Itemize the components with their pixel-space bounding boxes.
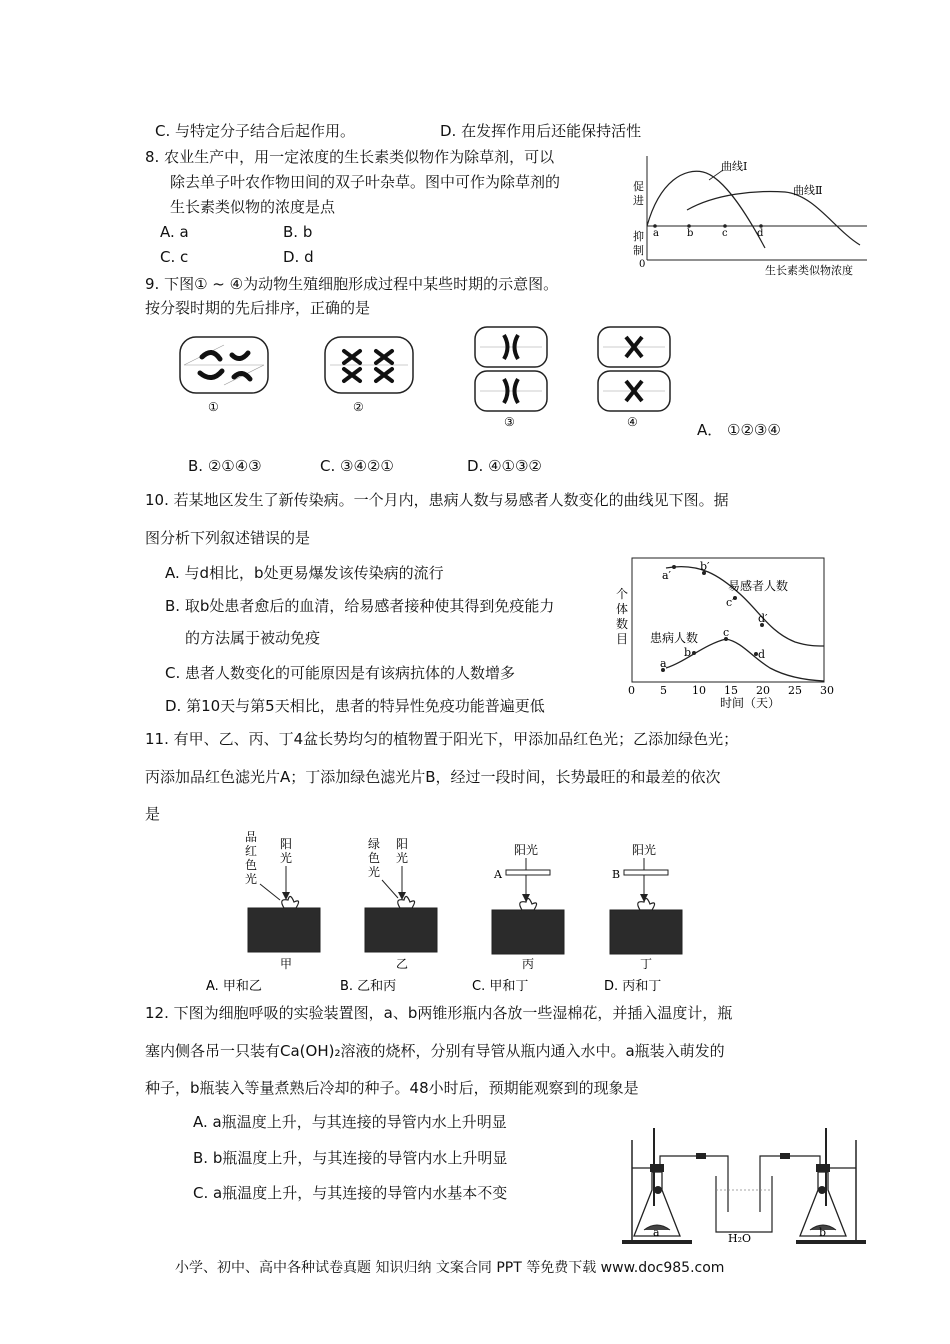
q10-ylabel-1: 个 — [616, 587, 629, 601]
q12-stem-line2: 塞内侧各吊一只装有Ca(OH)₂溶液的烧杯，分别有导管从瓶内通入水中。a瓶装入萌发的 — [145, 1042, 725, 1060]
q12-apparatus-figure — [620, 1120, 870, 1250]
q10-x-tick-label: 0 — [628, 684, 635, 697]
q12-option-a: A. a瓶温度上升，与其连接的导管内水上升明显 — [193, 1113, 507, 1131]
q12-option-b: B. b瓶温度上升，与其连接的导管内水上升明显 — [193, 1149, 508, 1167]
q11-stem-line1: 11. 有甲、乙、丙、丁4盆长势均匀的植物置于阳光下，甲添加品红色光；乙添加绿色光； — [145, 730, 739, 748]
q8-ylabel-3: 抑 — [633, 230, 644, 243]
q8-auxin-chart — [625, 150, 875, 282]
q9-label-2: ② — [353, 400, 364, 414]
q10-ylabel-2: 体 — [616, 602, 629, 616]
svg-text:阳: 阳 — [396, 837, 409, 851]
q11-pot-name-jia: 甲 — [280, 957, 293, 971]
q8-stem-line2: 除去单子叶农作物田间的双子叶杂草。图中可作为除草剂的 — [170, 173, 561, 191]
q8-label-b: b — [687, 228, 694, 239]
q9-cell-figures — [170, 325, 670, 430]
q9-stem-line2: 按分裂时期的先后排序，正确的是 — [145, 299, 371, 317]
q10-label-c-prime: c′ — [726, 596, 735, 609]
svg-text:品: 品 — [245, 830, 258, 844]
q12-stem-line3: 种子，b瓶装入等量煮熟后冷却的种子。48小时后，预期能观察到的现象是 — [145, 1079, 639, 1097]
q8-ylabel-4: 制 — [633, 244, 644, 257]
q8-curve2-label: 曲线Ⅱ — [793, 184, 823, 197]
q10-x-tick-label: 30 — [820, 684, 834, 697]
q11-pot-name-yi: 乙 — [396, 957, 409, 971]
q10-x-tick-label: 25 — [788, 684, 802, 697]
q10-label-d: d — [758, 648, 766, 661]
q10-label-a-prime: a′ — [662, 569, 672, 582]
svg-text:光: 光 — [396, 851, 409, 865]
q10-xlabel: 时间（天） — [720, 696, 781, 710]
q10-series-patient-label: 患病人数 — [650, 631, 699, 645]
q11-pot-ding — [610, 842, 682, 971]
q8-option-c: C. c — [160, 248, 189, 266]
q10-series-susceptible-label: 易感者人数 — [728, 579, 789, 593]
svg-text:红: 红 — [245, 844, 258, 858]
q11-pot-yi — [365, 837, 437, 971]
q10-point-b — [692, 651, 696, 655]
q9-stem-line1: 9. 下图① ~ ④为动物生殖细胞形成过程中某些时期的示意图。 — [145, 275, 559, 293]
q10-option-b-line2: 的方法属于被动免疫 — [185, 629, 321, 647]
q11-pot-name-bing: 丙 — [522, 957, 535, 971]
q10-option-c: C. 患者人数变化的可能原因是有该病抗体的人数增多 — [165, 664, 516, 682]
svg-text:绿: 绿 — [368, 837, 381, 851]
q10-label-b-prime: b′ — [700, 560, 710, 573]
q11-pots-figure — [200, 828, 700, 998]
q8-stem-line1: 8. 农业生产中，用一定浓度的生长素类似物作为除草剂，可以 — [145, 148, 555, 166]
q11-pot-bing — [492, 842, 564, 971]
q10-option-d: D. 第10天与第5天相比，患者的特异性免疫功能普遍更低 — [165, 697, 545, 715]
q8-ylabel-1: 促 — [633, 180, 644, 193]
q11-filter-b: B — [612, 868, 621, 881]
q10-label-a: a — [660, 657, 667, 670]
q12-option-c: C. a瓶温度上升，与其连接的导管内水基本不变 — [193, 1184, 508, 1202]
q10-option-a: A. 与d相比，b处更易爆发该传染病的流行 — [165, 564, 444, 582]
q11-option-d: D. 丙和丁 — [604, 979, 662, 994]
q10-label-c: c — [723, 626, 730, 639]
q9-cell-2 — [325, 337, 413, 414]
svg-text:阳光: 阳光 — [632, 843, 657, 857]
q8-label-a: a — [653, 228, 659, 239]
q8-curve1-label: 曲线Ⅰ — [721, 160, 748, 173]
q9-cell-4 — [598, 327, 670, 429]
q8-curve-2 — [687, 192, 860, 245]
q10-stem-line2: 图分析下列叙述错误的是 — [145, 529, 311, 547]
svg-text:色: 色 — [368, 851, 381, 865]
q9-cell-3 — [475, 327, 547, 429]
q8-xlabel: 生长素类似物浓度 — [765, 264, 853, 277]
q8-stem-line3: 生长素类似物的浓度是点 — [170, 198, 336, 216]
q10-ylabel-4: 目 — [616, 632, 629, 646]
q10-label-d-prime: d′ — [758, 612, 768, 625]
q10-point-a-prime — [672, 565, 676, 569]
svg-text:阳: 阳 — [280, 837, 293, 851]
q12-label-b: b — [819, 1226, 827, 1239]
q12-stem-line1: 12. 下图为细胞呼吸的实验装置图，a、b两锥形瓶内各放一些湿棉花，并插入温度计，瓶 — [145, 1004, 733, 1022]
q9-label-1: ① — [208, 400, 219, 414]
q12-water-beaker — [716, 1176, 772, 1232]
svg-text:光: 光 — [368, 865, 381, 879]
svg-text:光: 光 — [280, 851, 293, 865]
q10-ylabel-3: 数 — [616, 617, 629, 631]
q8-option-a: A. a — [160, 223, 189, 241]
q8-ylabel-2: 进 — [633, 194, 644, 207]
q11-pot-name-ding: 丁 — [640, 957, 653, 971]
q12-label-a: a — [653, 1226, 660, 1239]
q10-x-tick-label: 5 — [660, 684, 667, 697]
svg-text:光: 光 — [245, 872, 258, 886]
q11-option-c: C. 甲和丁 — [472, 979, 529, 994]
q10-option-b-line1: B. 取b处患者愈后的血清，给易感者接种使其得到免疫能力 — [165, 597, 555, 615]
q8-option-b: B. b — [283, 223, 313, 241]
q9-label-3: ③ — [504, 415, 515, 429]
q11-filter-a: A — [494, 868, 502, 881]
q11-option-a: A. 甲和乙 — [206, 979, 262, 994]
q9-option-d: D. ④①③② — [467, 457, 542, 475]
q8-option-d: D. d — [283, 248, 314, 266]
q9-cell-1 — [180, 337, 268, 414]
q12-water-label: H₂O — [728, 1232, 752, 1245]
q9-option-b: B. ②①④③ — [188, 457, 262, 475]
q10-epidemic-chart — [610, 552, 834, 710]
q10-x-tick-label: 10 — [692, 684, 706, 697]
q11-option-b: B. 乙和丙 — [340, 979, 397, 994]
q8-label-d: d — [757, 228, 764, 239]
q11-stem-line3: 是 — [145, 805, 161, 823]
q11-stem-line2: 丙添加品红色滤光片A；丁添加绿色滤光片B，经过一段时间，长势最旺的和最差的依次 — [145, 768, 721, 786]
q11-pot-jia — [245, 830, 320, 971]
footer-text: 小学、初中、高中各种试卷真题 知识归纳 文案合同 PPT 等免费下载 www.doc985.com — [175, 1260, 725, 1276]
q10-x-tick-label: 20 — [756, 684, 770, 697]
q10-label-b: b — [684, 646, 692, 659]
svg-text:色: 色 — [245, 858, 258, 872]
q8-label-c: c — [722, 228, 728, 239]
q8-origin: 0 — [639, 259, 646, 270]
q8-curve-1 — [647, 171, 765, 248]
q9-option-c: C. ③④②① — [320, 457, 394, 475]
svg-text:阳光: 阳光 — [514, 843, 539, 857]
q7-option-d: D. 在发挥作用后还能保持活性 — [440, 122, 642, 140]
q9-label-4: ④ — [627, 415, 638, 429]
q10-stem-line1: 10. 若某地区发生了新传染病。一个月内，患病人数与易感者人数变化的曲线见下图。据 — [145, 491, 729, 509]
q7-option-c: C. 与特定分子结合后起作用。 — [155, 122, 356, 140]
q10-x-tick-label: 15 — [724, 684, 738, 697]
q9-option-a: A． ①②③④ — [697, 421, 781, 439]
